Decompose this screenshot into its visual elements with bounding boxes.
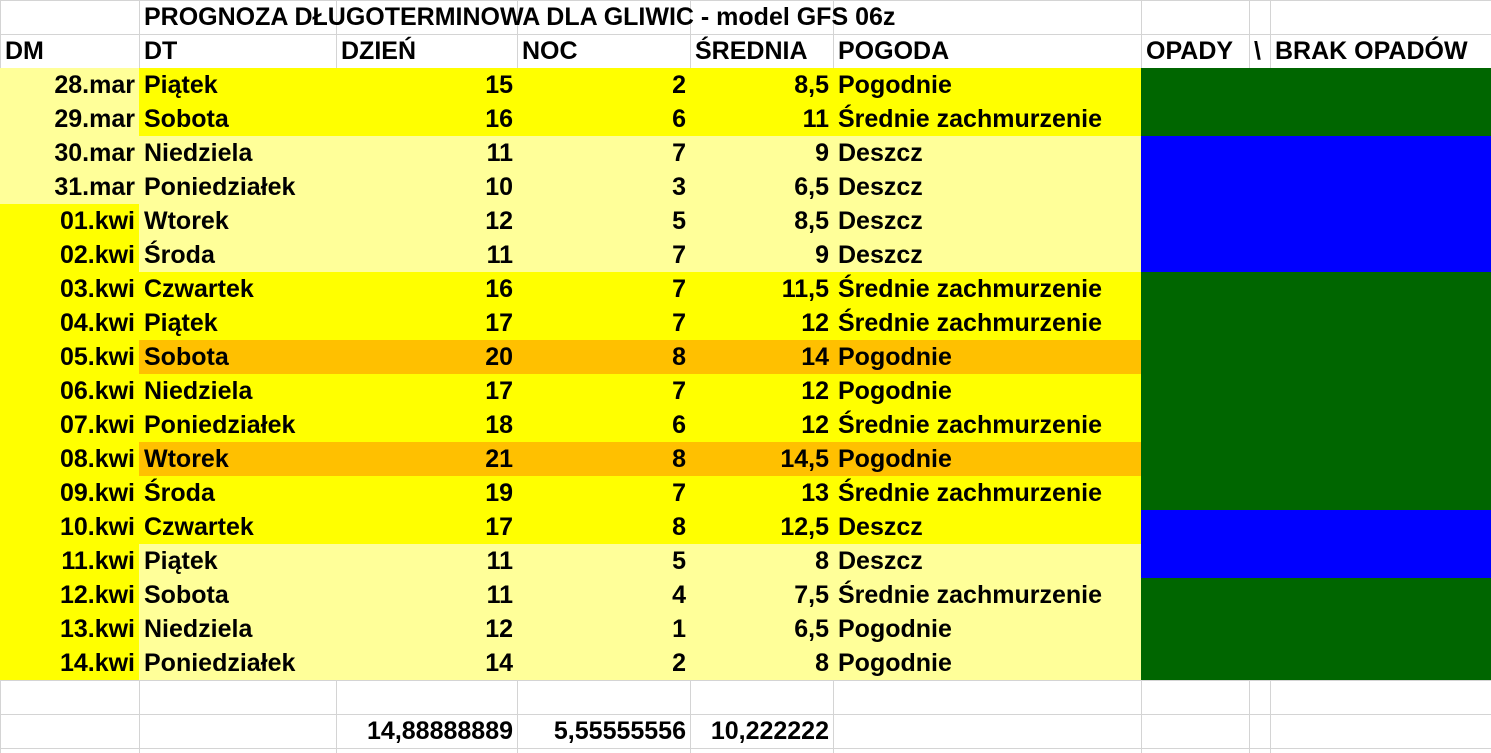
cell-precip-status[interactable] bbox=[1141, 170, 1491, 204]
cell-noc[interactable]: 7 bbox=[517, 238, 690, 272]
cell-dt[interactable]: Czwartek bbox=[139, 272, 336, 306]
cell-srednia[interactable]: 6,5 bbox=[690, 612, 833, 646]
header-noc[interactable]: NOC bbox=[522, 37, 578, 65]
cell-dm[interactable]: 31.mar bbox=[0, 170, 139, 204]
cell-noc[interactable]: 1 bbox=[517, 612, 690, 646]
cell-dt[interactable]: Środa bbox=[139, 238, 336, 272]
cell-srednia[interactable]: 8,5 bbox=[690, 68, 833, 102]
cell-dzien[interactable]: 11 bbox=[336, 578, 517, 612]
cell-pogoda[interactable]: Deszcz bbox=[833, 238, 1141, 272]
cell-dt[interactable]: Poniedziałek bbox=[139, 170, 336, 204]
cell-noc[interactable]: 7 bbox=[517, 272, 690, 306]
cell-dm[interactable]: 08.kwi bbox=[0, 442, 139, 476]
cell-srednia[interactable]: 11,5 bbox=[690, 272, 833, 306]
cell-noc[interactable]: 8 bbox=[517, 340, 690, 374]
cell-dm[interactable]: 04.kwi bbox=[0, 306, 139, 340]
header-dt[interactable]: DT bbox=[144, 37, 178, 65]
cell-dt[interactable]: Niedziela bbox=[139, 136, 336, 170]
cell-dzien[interactable]: 17 bbox=[336, 306, 517, 340]
cell-srednia[interactable]: 11 bbox=[690, 102, 833, 136]
cell-noc[interactable]: 2 bbox=[517, 68, 690, 102]
cell-noc[interactable]: 8 bbox=[517, 510, 690, 544]
grid-line-horizontal bbox=[0, 748, 1491, 749]
cell-dm[interactable]: 03.kwi bbox=[0, 272, 139, 306]
cell-srednia[interactable]: 12,5 bbox=[690, 510, 833, 544]
cell-dm[interactable]: 14.kwi bbox=[0, 646, 139, 680]
cell-precip-status[interactable] bbox=[1141, 68, 1491, 102]
cell-pogoda[interactable]: Średnie zachmurzenie bbox=[833, 102, 1141, 136]
cell-dzien[interactable]: 19 bbox=[336, 476, 517, 510]
cell-precip-status[interactable] bbox=[1141, 578, 1491, 612]
cell-dm[interactable]: 13.kwi bbox=[0, 612, 139, 646]
cell-precip-status[interactable] bbox=[1141, 510, 1491, 544]
cell-dzien[interactable]: 21 bbox=[336, 442, 517, 476]
cell-pogoda[interactable]: Deszcz bbox=[833, 136, 1141, 170]
cell-noc[interactable]: 4 bbox=[517, 578, 690, 612]
cell-noc[interactable]: 2 bbox=[517, 646, 690, 680]
cell-precip-status[interactable] bbox=[1141, 306, 1491, 340]
average-noc[interactable]: 5,55555556 bbox=[553, 717, 686, 745]
cell-noc[interactable]: 3 bbox=[517, 170, 690, 204]
cell-pogoda[interactable]: Deszcz bbox=[833, 544, 1141, 578]
cell-dm[interactable]: 06.kwi bbox=[0, 374, 139, 408]
cell-pogoda[interactable]: Pogodnie bbox=[833, 340, 1141, 374]
cell-dzien[interactable]: 16 bbox=[336, 272, 517, 306]
cell-dm[interactable]: 29.mar bbox=[0, 102, 139, 136]
cell-dm[interactable]: 28.mar bbox=[0, 68, 139, 102]
cell-dzien[interactable]: 11 bbox=[336, 136, 517, 170]
cell-pogoda[interactable]: Pogodnie bbox=[833, 612, 1141, 646]
cell-pogoda[interactable]: Średnie zachmurzenie bbox=[833, 578, 1141, 612]
cell-precip-status[interactable] bbox=[1141, 204, 1491, 238]
cell-dt[interactable]: Czwartek bbox=[139, 510, 336, 544]
cell-dzien[interactable]: 12 bbox=[336, 612, 517, 646]
cell-dt[interactable]: Sobota bbox=[139, 340, 336, 374]
cell-pogoda[interactable]: Pogodnie bbox=[833, 374, 1141, 408]
cell-srednia[interactable]: 13 bbox=[690, 476, 833, 510]
cell-srednia[interactable]: 9 bbox=[690, 136, 833, 170]
cell-noc[interactable]: 7 bbox=[517, 306, 690, 340]
cell-srednia[interactable]: 8,5 bbox=[690, 204, 833, 238]
header-opady[interactable]: OPADY bbox=[1146, 37, 1234, 65]
cell-precip-status[interactable] bbox=[1141, 408, 1491, 442]
cell-dt[interactable]: Środa bbox=[139, 476, 336, 510]
cell-dzien[interactable]: 11 bbox=[336, 544, 517, 578]
cell-dzien[interactable]: 15 bbox=[336, 68, 517, 102]
cell-noc[interactable]: 5 bbox=[517, 204, 690, 238]
cell-dzien[interactable]: 16 bbox=[336, 102, 517, 136]
cell-precip-status[interactable] bbox=[1141, 272, 1491, 306]
cell-pogoda[interactable]: Pogodnie bbox=[833, 646, 1141, 680]
cell-srednia[interactable]: 6,5 bbox=[690, 170, 833, 204]
cell-dzien[interactable]: 17 bbox=[336, 510, 517, 544]
cell-dt[interactable]: Wtorek bbox=[139, 442, 336, 476]
cell-dt[interactable]: Poniedziałek bbox=[139, 408, 336, 442]
cell-dm[interactable]: 09.kwi bbox=[0, 476, 139, 510]
header-pogoda[interactable]: POGODA bbox=[838, 37, 950, 65]
cell-srednia[interactable]: 12 bbox=[690, 408, 833, 442]
cell-srednia[interactable]: 9 bbox=[690, 238, 833, 272]
cell-pogoda[interactable]: Pogodnie bbox=[833, 68, 1141, 102]
cell-pogoda[interactable]: Pogodnie bbox=[833, 442, 1141, 476]
cell-dzien[interactable]: 18 bbox=[336, 408, 517, 442]
cell-dm[interactable]: 02.kwi bbox=[0, 238, 139, 272]
average-srednia[interactable]: 10,222222 bbox=[710, 717, 829, 745]
grid-line-horizontal bbox=[0, 680, 1491, 681]
cell-dt[interactable]: Poniedziałek bbox=[139, 646, 336, 680]
cell-dm[interactable]: 01.kwi bbox=[0, 204, 139, 238]
cell-srednia[interactable]: 14 bbox=[690, 340, 833, 374]
header-dzien[interactable]: DZIEŃ bbox=[341, 37, 416, 65]
cell-dm[interactable]: 07.kwi bbox=[0, 408, 139, 442]
cell-dm[interactable]: 30.mar bbox=[0, 136, 139, 170]
cell-dzien[interactable]: 12 bbox=[336, 204, 517, 238]
cell-dm[interactable]: 11.kwi bbox=[0, 544, 139, 578]
cell-pogoda[interactable]: Średnie zachmurzenie bbox=[833, 306, 1141, 340]
cell-noc[interactable]: 8 bbox=[517, 442, 690, 476]
cell-dt[interactable]: Sobota bbox=[139, 578, 336, 612]
cell-noc[interactable]: 6 bbox=[517, 408, 690, 442]
cell-dm[interactable]: 12.kwi bbox=[0, 578, 139, 612]
cell-dzien[interactable]: 20 bbox=[336, 340, 517, 374]
header-dm[interactable]: DM bbox=[5, 37, 44, 65]
cell-dzien[interactable]: 14 bbox=[336, 646, 517, 680]
cell-dt[interactable]: Piątek bbox=[139, 306, 336, 340]
header-srednia[interactable]: ŚREDNIA bbox=[695, 37, 808, 65]
cell-pogoda[interactable]: Średnie zachmurzenie bbox=[833, 408, 1141, 442]
cell-noc[interactable]: 5 bbox=[517, 544, 690, 578]
cell-dm[interactable]: 10.kwi bbox=[0, 510, 139, 544]
cell-dt[interactable]: Niedziela bbox=[139, 374, 336, 408]
average-dzien[interactable]: 14,88888889 bbox=[367, 717, 513, 745]
cell-dt[interactable]: Sobota bbox=[139, 102, 336, 136]
cell-srednia[interactable]: 8 bbox=[690, 646, 833, 680]
header-brak[interactable]: BRAK OPADÓW bbox=[1275, 37, 1468, 65]
sheet-title[interactable]: PROGNOZA DŁUGOTERMINOWA DLA GLIWIC - model GFS 06z bbox=[144, 3, 896, 31]
cell-srednia[interactable]: 8 bbox=[690, 544, 833, 578]
cell-dzien[interactable]: 17 bbox=[336, 374, 517, 408]
cell-precip-status[interactable] bbox=[1141, 442, 1491, 476]
cell-precip-status[interactable] bbox=[1141, 612, 1491, 646]
cell-dzien[interactable]: 10 bbox=[336, 170, 517, 204]
cell-precip-status[interactable] bbox=[1141, 374, 1491, 408]
cell-srednia[interactable]: 7,5 bbox=[690, 578, 833, 612]
cell-precip-status[interactable] bbox=[1141, 102, 1491, 136]
cell-srednia[interactable]: 12 bbox=[690, 374, 833, 408]
cell-dzien[interactable]: 11 bbox=[336, 238, 517, 272]
cell-pogoda[interactable]: Deszcz bbox=[833, 204, 1141, 238]
cell-precip-status[interactable] bbox=[1141, 340, 1491, 374]
cell-dt[interactable]: Piątek bbox=[139, 68, 336, 102]
cell-pogoda[interactable]: Deszcz bbox=[833, 510, 1141, 544]
cell-dt[interactable]: Wtorek bbox=[139, 204, 336, 238]
cell-srednia[interactable]: 14,5 bbox=[690, 442, 833, 476]
cell-noc[interactable]: 7 bbox=[517, 374, 690, 408]
cell-precip-status[interactable] bbox=[1141, 544, 1491, 578]
cell-srednia[interactable]: 12 bbox=[690, 306, 833, 340]
cell-pogoda[interactable]: Średnie zachmurzenie bbox=[833, 476, 1141, 510]
cell-dm[interactable]: 05.kwi bbox=[0, 340, 139, 374]
cell-precip-status[interactable] bbox=[1141, 136, 1491, 170]
cell-pogoda[interactable]: Średnie zachmurzenie bbox=[833, 272, 1141, 306]
cell-noc[interactable]: 6 bbox=[517, 102, 690, 136]
cell-noc[interactable]: 7 bbox=[517, 476, 690, 510]
cell-noc[interactable]: 7 bbox=[517, 136, 690, 170]
header-sep[interactable]: \ bbox=[1254, 37, 1261, 65]
cell-pogoda[interactable]: Deszcz bbox=[833, 170, 1141, 204]
cell-precip-status[interactable] bbox=[1141, 646, 1491, 680]
cell-dt[interactable]: Niedziela bbox=[139, 612, 336, 646]
cell-precip-status[interactable] bbox=[1141, 238, 1491, 272]
cell-precip-status[interactable] bbox=[1141, 476, 1491, 510]
cell-dt[interactable]: Piątek bbox=[139, 544, 336, 578]
